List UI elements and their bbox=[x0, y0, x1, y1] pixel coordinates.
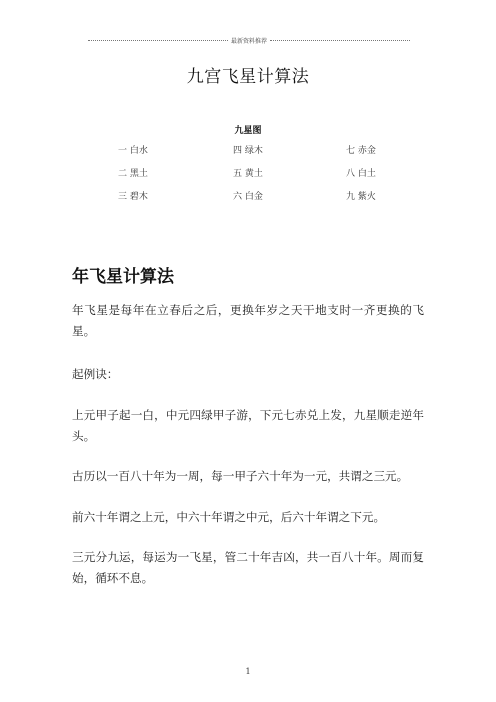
star-cell: 七 赤金 bbox=[346, 146, 376, 156]
document-title: 九宫飞星计算法 bbox=[186, 67, 310, 87]
star-cell: 九 紫火 bbox=[346, 192, 376, 202]
star-cell: 三 碧木 bbox=[118, 192, 148, 202]
star-cell: 二 黑土 bbox=[118, 169, 148, 179]
paragraph: 前六十年谓之上元，中六十年谓之中元，后六十年谓之下元。 bbox=[72, 510, 386, 524]
header-left-rule bbox=[88, 40, 228, 41]
page-header bbox=[88, 34, 410, 46]
header-right-rule bbox=[270, 40, 410, 41]
star-cell: 五 黄土 bbox=[233, 169, 263, 179]
nine-stars-chart-title: 九星图 bbox=[234, 126, 262, 136]
nine-stars-grid bbox=[118, 144, 418, 204]
paragraph: 三元分九运，每运为一飞星，管二十年吉凶，共一百八十年。周而复始，循环不息。 bbox=[72, 550, 424, 585]
star-cell: 四 绿木 bbox=[233, 146, 263, 156]
paragraph: 古历以一百八十年为一周，每一甲子六十年为一元，共谓之三元。 bbox=[72, 469, 409, 483]
page-number: 1 bbox=[245, 667, 251, 676]
section-heading: 年飞星计算法 bbox=[72, 267, 174, 287]
paragraph: 起例诀： bbox=[72, 367, 119, 381]
paragraph: 年飞星是每年在立春后之后，更换年岁之天干地支时一齐更换的飞星。 bbox=[72, 303, 424, 338]
star-cell: 六 白金 bbox=[233, 192, 263, 202]
star-cell: 一 白水 bbox=[118, 146, 148, 156]
paragraph: 上元甲子起一白，中元四绿甲子游，下元七赤兑上发，九星顺走逆年头。 bbox=[72, 408, 424, 443]
star-cell: 八 白土 bbox=[346, 169, 376, 179]
header-text: 最新资料推荐 bbox=[231, 37, 268, 45]
